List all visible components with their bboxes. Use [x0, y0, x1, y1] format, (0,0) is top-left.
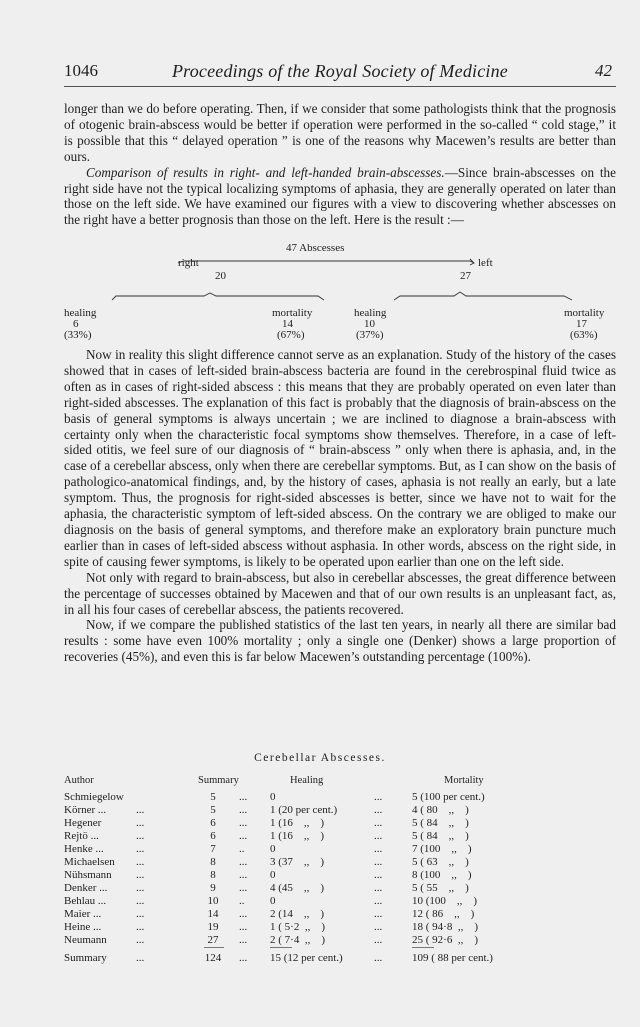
cell-d3: ...: [374, 921, 383, 933]
right-mortality-pct: (67%): [277, 329, 305, 341]
paragraph: Now in reality this slight difference cannot serve as an explanation. Study of the history of the cases showed that in cases of left-sided brain-abscess bacteria are found in the cerebrospinal fluid twice as often as in cases of right-sided abscess : this means that they are probably operated on even later than right-sided abscesses. The explanation of this fact is probably that the diagnosis of brain-abscess on the basis of general symptoms is always uncertain ; we are inclined to diagnose a brain-abscess with certainty only when the characteristic focal symptoms show themselves. Therefore, in a case of left-sided otitis, we feel sure of our diagnosis of “ brain-abscess ” only when there is aphasia, and, in the case of a cerebellar abscess, only when there are cerebellar symptoms. But, as I can show on the basis of pathologico-anatomical findings, and, by the history of cases, aphasia is not really an early, but a late symptom. Thus, the prognosis for right-sided abscesses is better, since we have not to wait for the aphasia, the characteristic symptom of left-sided abscess. On the contrary we are obliged to make our diagnosis on the basis of general symptoms, and therefore make an exploratory brain puncture much earlier than in cases of left-sided abscess without asphasia. In other words, abscess on the right side, in spite of causing fewer symptoms, is likely to be operated upon earlier than one on the left side.: [64, 347, 616, 569]
cell-author: Rejtö ...: [64, 830, 99, 842]
column-header: Summary: [198, 775, 239, 786]
cell-mortality: 4 ( 80 ,, ): [412, 804, 469, 816]
cell-healing: 1 (16 ,, ): [270, 830, 325, 842]
summary-row: [64, 952, 624, 965]
left-healing-label: healing: [354, 307, 387, 319]
cell-d3: ...: [374, 791, 383, 803]
cell-d3: ...: [374, 934, 383, 946]
cell-summary: 5: [210, 804, 216, 816]
cell-mortality: 8 (100 ,, ): [412, 869, 472, 881]
table-row: [64, 830, 624, 843]
summary-d1: ...: [136, 952, 145, 964]
column-header: Healing: [290, 775, 324, 786]
cell-d3: ...: [374, 843, 383, 855]
left-mortality-count: 17: [576, 318, 587, 330]
table-row: [64, 895, 624, 908]
summary-rule: [204, 947, 224, 948]
cell-d3: ...: [374, 908, 383, 920]
left-brace: [394, 292, 572, 300]
page-number: 1046: [64, 61, 98, 80]
top-brace: [178, 261, 474, 263]
left-mortality-label: mortality: [564, 307, 605, 319]
cell-summary: 8: [210, 856, 216, 868]
cell-author: Nühsmann: [64, 869, 112, 881]
paragraph: Now, if we compare the published statistics of the last ten years, in nearly all there are similar bad results : some have even 100% mortality ; only a single one (Denker) shows a large proportion of recoveries (45%), and even this is far below Macewen’s outstanding percentage (100%).: [64, 617, 616, 665]
cell-mortality: 5 (100 per cent.): [412, 791, 485, 803]
summary-rule: [270, 947, 292, 948]
cell-summary: 8: [210, 869, 216, 881]
cell-summary: 14: [207, 908, 219, 920]
cell-summary: 5: [210, 791, 216, 803]
summary-rule: [412, 947, 434, 948]
left-mortality-pct: (63%): [570, 329, 598, 341]
right-mortality-count: 14: [282, 318, 293, 330]
summary-d2: ...: [239, 952, 248, 964]
main-text: [64, 347, 616, 665]
table-row: [64, 908, 624, 921]
diagram-left-label: left: [478, 257, 493, 269]
cell-author: Maier ...: [64, 908, 102, 920]
cell-author: Michaelsen: [64, 856, 115, 868]
cell-healing: 0: [270, 843, 276, 855]
cell-d2: ...: [239, 817, 248, 829]
cell-d1: ...: [136, 856, 145, 868]
cell-d2: ..: [239, 843, 245, 855]
cell-author: Behlau ...: [64, 895, 107, 907]
table-header-row: [64, 775, 624, 788]
comparison-heading: Comparison of results in right- and left-handed brain-abscesses.: [86, 164, 445, 180]
cell-d2: ...: [239, 804, 248, 816]
diagram-total: 47 Abscesses: [286, 242, 345, 254]
cell-summary: 27: [207, 934, 219, 946]
cell-healing: 2 (14 ,, ): [270, 908, 325, 920]
summary-summary: 124: [204, 952, 222, 964]
comparison-paragraph: [64, 165, 616, 229]
cell-summary: 19: [207, 921, 219, 933]
table-row: [64, 934, 624, 947]
abscess-diagram: [64, 243, 616, 343]
cell-summary: 6: [210, 817, 216, 829]
table-row: [64, 869, 624, 882]
right-healing-label: healing: [64, 307, 97, 319]
cell-d2: ...: [239, 934, 248, 946]
right-healing-pct: (33%): [64, 329, 92, 341]
table-row: [64, 791, 624, 804]
diagram-braces: [64, 243, 616, 343]
paragraph: Not only with regard to brain-abscess, but also in cerebellar abscesses, the great difference between the percentage of successes obtained by Macewen and that of our own results is an unpleasant fact, as, in all his four cases of cerebellar abscess, the patients recovered.: [64, 569, 616, 617]
intro-text: [64, 101, 616, 228]
cell-mortality: 5 ( 84 ,, ): [412, 817, 469, 829]
cell-d3: ...: [374, 830, 383, 842]
right-healing-count: 6: [73, 318, 79, 330]
left-healing-count: 10: [364, 318, 375, 330]
cell-d3: ...: [374, 882, 383, 894]
cell-summary: 10: [207, 895, 219, 907]
table-row: [64, 882, 624, 895]
table-row: [64, 843, 624, 856]
right-brace: [112, 293, 324, 300]
cell-d3: ...: [374, 804, 383, 816]
cell-d2: ...: [239, 791, 248, 803]
cell-healing: 1 ( 5·2 ,, ): [270, 921, 325, 933]
cell-author: Henke ...: [64, 843, 104, 855]
cell-healing: 0: [270, 895, 276, 907]
paragraph: longer than we do before operating. Then, if we consider that some pathologists think that the prognosis of otogenic brain-abscess would be better if operation were performed in the so-called “ cold stage,” it is possible that this “ delayed operation ” is one of the reasons why Macewen’s results are better than ours.: [64, 101, 616, 164]
header-rule: [64, 86, 616, 87]
summary-mortality: 109 ( 88 per cent.): [412, 952, 493, 964]
cell-healing: 4 (45 ,, ): [270, 882, 325, 894]
cell-d2: ...: [239, 856, 248, 868]
table-title: Cerebellar Abscesses.: [254, 752, 386, 764]
cell-author: Hegener: [64, 817, 102, 829]
cell-d1: ...: [136, 817, 145, 829]
cell-healing: 0: [270, 869, 276, 881]
right-mortality-label: mortality: [272, 307, 313, 319]
cell-d1: ...: [136, 908, 145, 920]
column-header: Author: [64, 775, 94, 786]
cell-author: Schmiegelow: [64, 791, 124, 803]
cell-d1: ...: [136, 830, 145, 842]
table-row: [64, 921, 624, 934]
cell-d2: ...: [239, 882, 248, 894]
cell-mortality: 5 ( 84 ,, ): [412, 830, 469, 842]
cell-mortality: 5 ( 55 ,, ): [412, 882, 469, 894]
cell-summary: 7: [210, 843, 216, 855]
cell-d1: ...: [136, 869, 145, 881]
table-row: [64, 817, 624, 830]
cell-d2: ...: [239, 921, 248, 933]
cell-healing: 2 ( 7·4 ,, ): [270, 934, 325, 946]
cell-author: Denker ...: [64, 882, 108, 894]
folio-mark: 42: [595, 61, 612, 80]
table-row: [64, 804, 624, 817]
cell-d2: ...: [239, 869, 248, 881]
cell-d2: ...: [239, 830, 248, 842]
comparison-text: —Since brain-abscesses on the right side have not the typical localizing symptoms of aphasia, they are generally operated on later than those on the left side. We have examined our figures with a view to discovering whether abscesses on the right have a better prognosis than those on the left. Here is the result :—: [64, 164, 616, 228]
cell-healing: 1 (16 ,, ): [270, 817, 325, 829]
cell-d3: ...: [374, 895, 383, 907]
running-header: [64, 61, 616, 87]
cell-healing: 1 (20 per cent.): [270, 804, 338, 816]
left-healing-pct: (37%): [356, 329, 384, 341]
cell-d1: ...: [136, 895, 145, 907]
cell-summary: 9: [210, 882, 216, 894]
table-row: [64, 856, 624, 869]
cell-d1: ...: [136, 882, 145, 894]
column-header: Mortality: [444, 775, 484, 786]
cell-d2: ..: [239, 895, 245, 907]
cell-author: Heine ...: [64, 921, 102, 933]
summary-healing: 15 (12 per cent.): [270, 952, 343, 964]
cell-mortality: 12 ( 86 ,, ): [412, 908, 475, 920]
cell-author: Neumann: [64, 934, 107, 946]
cell-mortality: 10 (100 ,, ): [412, 895, 478, 907]
cell-d3: ...: [374, 856, 383, 868]
running-title: Proceedings of the Royal Society of Medicine: [171, 61, 509, 81]
cell-d1: ...: [136, 934, 145, 946]
cell-d2: ...: [239, 908, 248, 920]
cell-d3: ...: [374, 869, 383, 881]
cell-mortality: 7 (100 ,, ): [412, 843, 472, 855]
cell-mortality: 5 ( 63 ,, ): [412, 856, 469, 868]
cell-healing: 0: [270, 791, 276, 803]
summary-d3: ...: [374, 952, 383, 964]
diagram-right-count: 20: [215, 270, 226, 282]
cell-d1: ...: [136, 921, 145, 933]
cell-d1: ...: [136, 804, 145, 816]
cell-d3: ...: [374, 817, 383, 829]
cell-healing: 3 (37 ,, ): [270, 856, 325, 868]
diagram-left-count: 27: [460, 270, 471, 282]
cell-summary: 6: [210, 830, 216, 842]
cell-mortality: 25 ( 92·6 ,, ): [412, 934, 478, 946]
cell-mortality: 18 ( 94·8 ,, ): [412, 921, 478, 933]
cell-author: Körner ...: [64, 804, 107, 816]
cell-d1: ...: [136, 843, 145, 855]
summary-author: Summary: [64, 952, 107, 964]
diagram-right-label: right: [178, 257, 199, 269]
